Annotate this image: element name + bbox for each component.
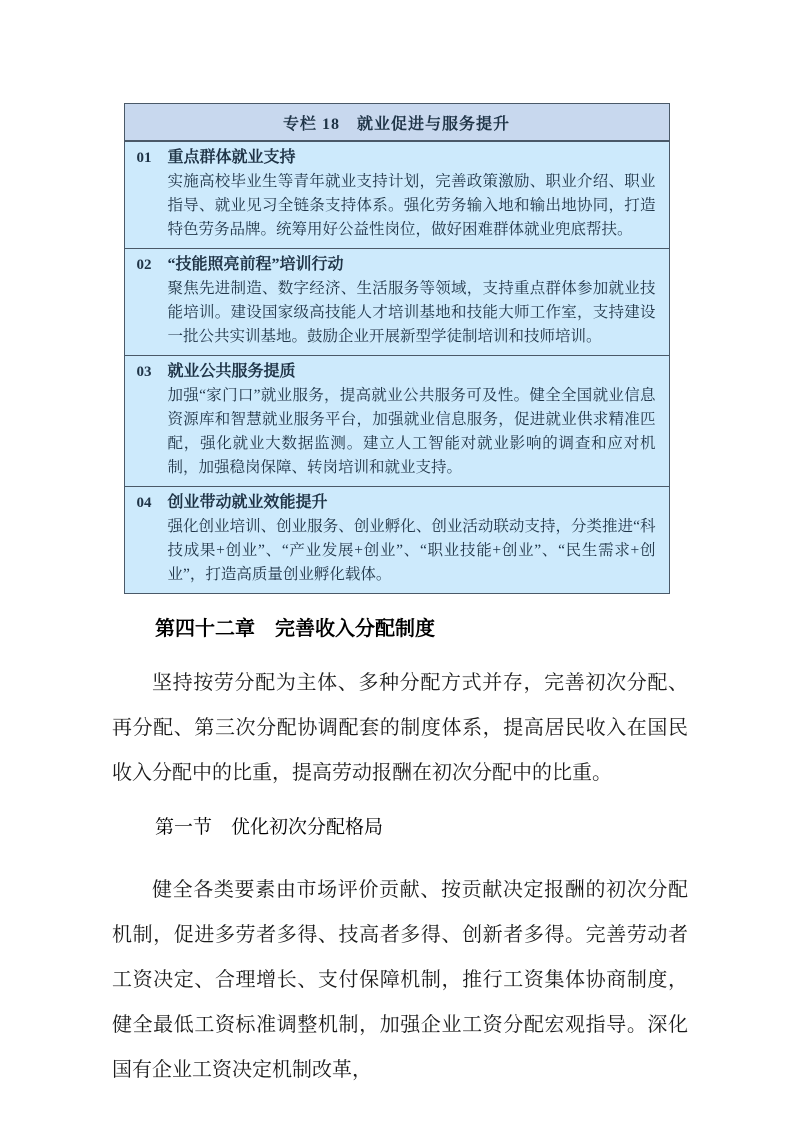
feature-box-item-01 (125, 142, 669, 248)
document-text-block (112, 615, 688, 1093)
item-content (168, 253, 656, 349)
feature-box-column-18 (124, 103, 670, 594)
item-title: 就业公共服务提质 (167, 363, 296, 380)
feature-box-item-02 (125, 248, 669, 355)
section-heading: 第一节 优化初次分配格局 (155, 817, 384, 838)
item-number: 03 (136, 364, 152, 380)
item-number: 04 (136, 495, 152, 511)
item-title: “技能照亮前程”培训行动 (167, 256, 344, 273)
item-title: 重点群体就业支持 (167, 149, 296, 166)
item-body: 加强“家门口”就业服务，提高就业公共服务可及性。健全全国就业信息资源库和智慧就业服务平台，加强就业信息服务，促进就业供求精准匹配，强化就业大数据监测。建立人工智能对就业影响的调查和应对机制，加强稳岗保障、转岗培训和就业支持。 (167, 387, 656, 476)
item-content (168, 491, 656, 587)
item-body: 实施高校毕业生等青年就业支持计划，完善政策激励、职业介绍、职业指导、就业见习全链条支持体系。强化劳务输入地和输出地协同，打造特色劳务品牌。统筹用好公益性岗位，做好困难群体就业兜底帮扶。 (167, 173, 656, 238)
section-paragraph: 健全各类要素由市场评价贡献、按贡献决定报酬的初次分配机制，促进多劳者多得、技高者多得、创新者多得。完善劳动者工资决定、合理增长、支付保障机制，推行工资集体协商制度，健全最低工资标准调整机制，加强企业工资分配宏观指导。深化国有企业工资决定机制改革， (112, 879, 688, 1081)
item-title: 创业带动就业效能提升 (167, 494, 328, 511)
item-number: 02 (136, 257, 152, 273)
item-body: 聚焦先进制造、数字经济、生活服务等领域，支持重点群体参加就业技能培训。建设国家级高技能人才培训基地和技能大师工作室，支持建设一批公共实训基地。鼓励企业开展新型学徒制培训和技师培训。 (167, 280, 656, 345)
chapter-heading: 第四十二章 完善收入分配制度 (155, 618, 435, 640)
item-number: 01 (136, 150, 152, 166)
feature-box-item-04 (125, 486, 669, 593)
item-content (168, 146, 656, 242)
feature-box-item-03 (125, 355, 669, 486)
chapter-intro-paragraph: 坚持按劳分配为主体、多种分配方式并存，完善初次分配、再分配、第三次分配协调配套的制度体系，提高居民收入在国民收入分配中的比重，提高劳动报酬在初次分配中的比重。 (112, 672, 688, 784)
item-content (168, 360, 656, 480)
item-body: 强化创业培训、创业服务、创业孵化、创业活动联动支持，分类推进“科技成果+创业”、“产业发展+创业”、“职业技能+创业”、“民生需求+创业”，打造高质量创业孵化载体。 (167, 518, 656, 583)
feature-box-title: 专栏 18 就业促进与服务提升 (125, 104, 669, 142)
